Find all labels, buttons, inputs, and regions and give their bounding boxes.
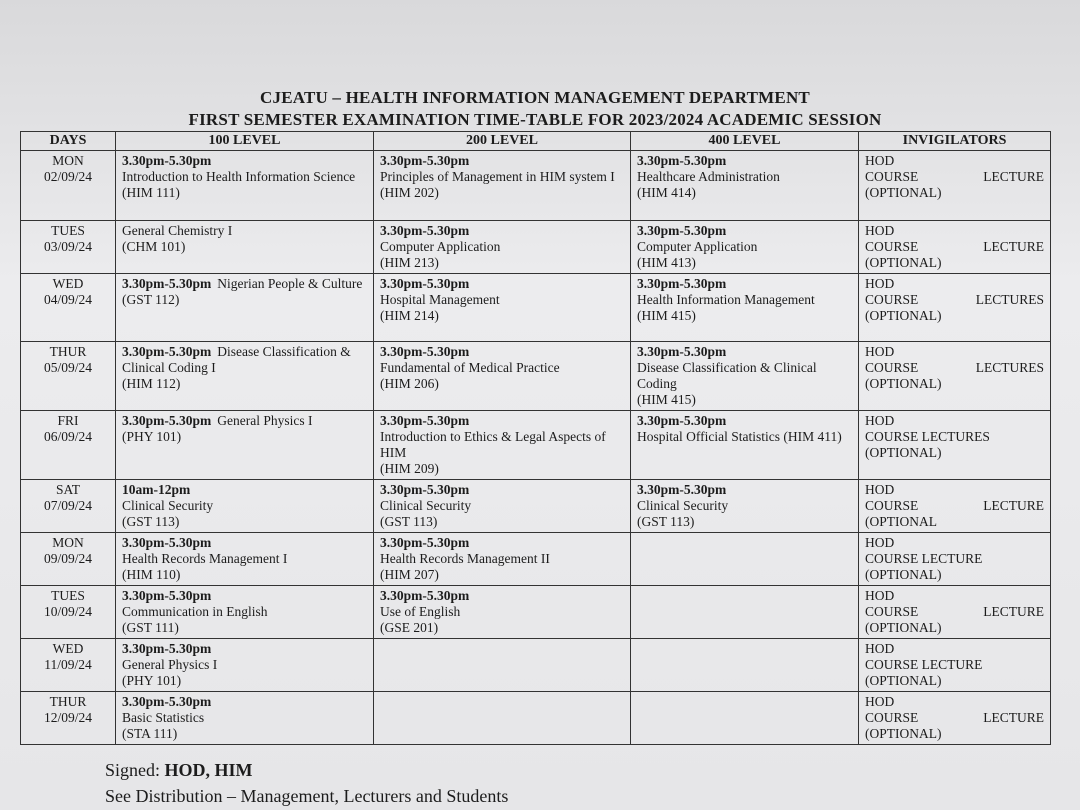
invigilator-lecture: LECTURE xyxy=(983,239,1044,254)
header-invigilators: INVIGILATORS xyxy=(859,132,1051,151)
cell-100-level xyxy=(116,221,374,274)
day-date: 09/09/24 xyxy=(43,551,92,566)
exam-time: 3.30pm-5.30pm xyxy=(380,344,470,359)
course-code: (GST 113) xyxy=(637,514,695,529)
day-date: 10/09/24 xyxy=(43,604,92,619)
invigilator-course-line xyxy=(865,551,1044,567)
invigilator-hod: HOD xyxy=(865,641,895,656)
invigilator-lecture: LECTURE xyxy=(983,710,1044,725)
header-400-level: 400 LEVEL xyxy=(631,132,859,151)
course-title: Health Records Management I xyxy=(122,551,288,566)
day-cell xyxy=(21,533,116,586)
invigilator-optional: (OPTIONAL) xyxy=(865,376,942,391)
course-title: Nigerian People & Culture xyxy=(217,276,363,291)
exam-time: 3.30pm-5.30pm xyxy=(637,276,727,291)
course-title: Hospital Official Statistics (HIM 411) xyxy=(637,429,842,444)
exam-time: 3.30pm-5.30pm xyxy=(380,413,470,428)
day-cell xyxy=(21,586,116,639)
invigilator-course: COURSE xyxy=(865,239,919,254)
cell-invigilators xyxy=(859,411,1051,480)
exam-time: 3.30pm-5.30pm xyxy=(122,535,212,550)
invigilator-course: COURSE xyxy=(865,710,919,725)
cell-200-level xyxy=(374,692,631,745)
day-date: 04/09/24 xyxy=(43,292,92,307)
course-title: Principles of Management in HIM system I (HIM 202) xyxy=(380,169,615,200)
exam-time: 3.30pm-5.30pm xyxy=(380,223,470,238)
day-name: WED xyxy=(52,641,84,656)
cell-200-level xyxy=(374,480,631,533)
invigilator-optional: (OPTIONAL) xyxy=(865,185,942,200)
invigilator-optional: (OPTIONAL) xyxy=(865,445,942,460)
invigilator-optional: (OPTIONAL xyxy=(865,514,937,529)
day-cell xyxy=(21,411,116,480)
exam-time: 10am-12pm xyxy=(122,482,191,497)
course-title: Introduction to Ethics & Legal Aspects of HIM xyxy=(380,429,606,460)
course-code: (CHM 101) xyxy=(122,239,186,254)
header-200-level: 200 LEVEL xyxy=(374,132,631,151)
cell-invigilators xyxy=(859,533,1051,586)
exam-time: 3.30pm-5.30pm xyxy=(122,694,212,709)
course-code: (HIM 414) xyxy=(637,185,696,200)
cell-invigilators xyxy=(859,480,1051,533)
course-title: Healthcare Administration xyxy=(637,169,780,184)
exam-time: 3.30pm-5.30pm xyxy=(122,641,212,656)
invigilator-course-line xyxy=(865,657,1044,673)
course-code: (GSE 201) xyxy=(380,620,439,635)
course-code: (STA 111) xyxy=(122,726,178,741)
day-cell xyxy=(21,480,116,533)
distribution-line: See Distribution – Management, Lecturers and Students xyxy=(105,786,509,806)
table-row xyxy=(21,533,1051,586)
invigilator-lecture: LECTURE xyxy=(983,604,1044,619)
cell-400-level xyxy=(631,586,859,639)
exam-time: 3.30pm-5.30pm xyxy=(637,153,727,168)
table-row xyxy=(21,342,1051,411)
timetable xyxy=(20,131,1051,745)
document-title: CJEATU – HEALTH INFORMATION MANAGEMENT DEPARTMENT xyxy=(260,88,810,107)
day-cell xyxy=(21,639,116,692)
day-cell xyxy=(21,342,116,411)
course-code: (HIM 206) xyxy=(380,376,439,391)
exam-time: 3.30pm-5.30pm xyxy=(637,223,727,238)
cell-200-level xyxy=(374,639,631,692)
invigilator-lecture: LECTURE xyxy=(983,169,1044,184)
course-title: Hospital Management xyxy=(380,292,500,307)
invigilator-course: COURSE xyxy=(865,498,919,513)
table-row xyxy=(21,480,1051,533)
course-title: General Physics I xyxy=(217,413,313,428)
day-name: TUES xyxy=(51,223,85,238)
course-code: (PHY 101) xyxy=(122,429,182,444)
header-100-level: 100 LEVEL xyxy=(116,132,374,151)
day-name: MON xyxy=(52,153,84,168)
cell-400-level xyxy=(631,533,859,586)
invigilator-course: COURSE xyxy=(865,292,919,307)
cell-100-level xyxy=(116,480,374,533)
course-code: (HIM 214) xyxy=(380,308,439,323)
course-title: General Chemistry I xyxy=(122,223,233,238)
course-title: Fundamental of Medical Practice xyxy=(380,360,560,375)
cell-400-level xyxy=(631,342,859,411)
cell-100-level xyxy=(116,411,374,480)
invigilator-course-line xyxy=(865,239,1044,255)
cell-400-level xyxy=(631,151,859,221)
course-title: Computer Application xyxy=(380,239,501,254)
invigilator-hod: HOD xyxy=(865,535,895,550)
course-code: (HIM 111) xyxy=(122,185,180,200)
exam-time: 3.30pm-5.30pm xyxy=(380,588,470,603)
invigilator-course: COURSE LECTURE xyxy=(865,657,983,672)
course-title: Clinical Security xyxy=(122,498,214,513)
day-name: FRI xyxy=(57,413,79,428)
table-row xyxy=(21,274,1051,342)
course-title: Introduction to Health Information Science xyxy=(122,169,356,184)
exam-time: 3.30pm-5.30pm xyxy=(380,153,470,168)
exam-time: 3.30pm-5.30pm xyxy=(380,276,470,291)
invigilator-hod: HOD xyxy=(865,482,895,497)
invigilator-course-line xyxy=(865,604,1044,620)
invigilator-hod: HOD xyxy=(865,276,895,291)
course-title: Use of English xyxy=(380,604,461,619)
day-name: THUR xyxy=(49,694,87,709)
course-title: Basic Statistics xyxy=(122,710,205,725)
invigilator-optional: (OPTIONAL) xyxy=(865,726,942,741)
signature-line xyxy=(105,760,253,781)
cell-invigilators xyxy=(859,692,1051,745)
cell-100-level xyxy=(116,692,374,745)
cell-400-level xyxy=(631,221,859,274)
cell-100-level xyxy=(116,639,374,692)
day-date: 06/09/24 xyxy=(43,429,92,444)
invigilator-hod: HOD xyxy=(865,694,895,709)
day-name: WED xyxy=(52,276,84,291)
invigilator-optional: (OPTIONAL) xyxy=(865,673,942,688)
day-date: 11/09/24 xyxy=(44,657,92,672)
day-name: MON xyxy=(52,535,84,550)
timetable-body xyxy=(21,151,1051,745)
exam-time: 3.30pm-5.30pm xyxy=(637,413,727,428)
day-cell xyxy=(21,151,116,221)
course-title: Health Records Management II xyxy=(380,551,550,566)
exam-time: 3.30pm-5.30pm xyxy=(380,482,470,497)
day-name: SAT xyxy=(55,482,80,497)
invigilator-course: COURSE xyxy=(865,604,919,619)
course-title: General Physics I xyxy=(122,657,218,672)
table-row xyxy=(21,692,1051,745)
course-code: (GST 113) xyxy=(380,514,438,529)
invigilator-course: COURSE xyxy=(865,360,919,375)
course-code: (GST 112) xyxy=(122,292,180,307)
invigilator-course-line xyxy=(865,169,1044,185)
course-code: (HIM 112) xyxy=(122,376,181,391)
course-code: (GST 113) xyxy=(122,514,180,529)
signed-label: Signed: xyxy=(105,760,161,780)
invigilator-optional: (OPTIONAL) xyxy=(865,567,942,582)
course-code: (HIM 213) xyxy=(380,255,439,270)
invigilator-lecture: LECTURES xyxy=(975,292,1044,307)
invigilator-course-line xyxy=(865,429,1044,445)
cell-200-level xyxy=(374,586,631,639)
course-code: (HIM 209) xyxy=(380,461,439,476)
day-date: 02/09/24 xyxy=(43,169,92,184)
cell-400-level xyxy=(631,480,859,533)
course-title: Disease Classification & Clinical Coding I xyxy=(122,344,351,375)
exam-time: 3.30pm-5.30pm xyxy=(122,344,212,359)
exam-time: 3.30pm-5.30pm xyxy=(637,344,727,359)
table-row xyxy=(21,221,1051,274)
table-header-row xyxy=(21,132,1051,151)
day-date: 03/09/24 xyxy=(43,239,92,254)
invigilator-lecture: LECTURES xyxy=(975,360,1044,375)
table-row xyxy=(21,151,1051,221)
header-days: DAYS xyxy=(21,132,116,151)
document-subtitle: FIRST SEMESTER EXAMINATION TIME-TABLE FOR 2023/2024 ACADEMIC SESSION xyxy=(188,110,882,129)
cell-200-level xyxy=(374,274,631,342)
cell-100-level xyxy=(116,274,374,342)
exam-time: 3.30pm-5.30pm xyxy=(122,413,212,428)
cell-100-level xyxy=(116,533,374,586)
cell-200-level xyxy=(374,411,631,480)
invigilator-hod: HOD xyxy=(865,413,895,428)
course-title: Disease Classification & Clinical Coding xyxy=(637,360,817,391)
cell-400-level xyxy=(631,692,859,745)
cell-400-level xyxy=(631,639,859,692)
cell-invigilators xyxy=(859,586,1051,639)
cell-invigilators xyxy=(859,151,1051,221)
cell-200-level xyxy=(374,533,631,586)
invigilator-hod: HOD xyxy=(865,153,895,168)
cell-invigilators xyxy=(859,639,1051,692)
course-title: Health Information Management xyxy=(637,292,815,307)
cell-invigilators xyxy=(859,274,1051,342)
course-code: (HIM 415) xyxy=(637,308,696,323)
exam-time: 3.30pm-5.30pm xyxy=(122,588,212,603)
course-code: (HIM 413) xyxy=(637,255,696,270)
invigilator-hod: HOD xyxy=(865,223,895,238)
exam-time: 3.30pm-5.30pm xyxy=(637,482,727,497)
day-name: THUR xyxy=(49,344,87,359)
invigilator-optional: (OPTIONAL) xyxy=(865,308,942,323)
cell-400-level xyxy=(631,274,859,342)
day-date: 12/09/24 xyxy=(43,710,92,725)
course-title: Clinical Security xyxy=(637,498,729,513)
course-code: (HIM 110) xyxy=(122,567,181,582)
course-code: (GST 111) xyxy=(122,620,179,635)
invigilator-course: COURSE xyxy=(865,169,919,184)
table-row xyxy=(21,411,1051,480)
exam-time: 3.30pm-5.30pm xyxy=(122,276,212,291)
invigilator-course: COURSE LECTURES xyxy=(865,429,990,444)
course-code: (PHY 101) xyxy=(122,673,182,688)
course-title: Communication in English xyxy=(122,604,268,619)
day-date: 07/09/24 xyxy=(43,498,92,513)
invigilator-course-line xyxy=(865,498,1044,514)
signed-by: HOD, HIM xyxy=(164,760,253,780)
table-row xyxy=(21,586,1051,639)
invigilator-course: COURSE LECTURE xyxy=(865,551,983,566)
invigilator-optional: (OPTIONAL) xyxy=(865,620,942,635)
invigilator-course-line xyxy=(865,292,1044,308)
course-title: Computer Application xyxy=(637,239,758,254)
course-code: (HIM 207) xyxy=(380,567,439,582)
cell-100-level xyxy=(116,151,374,221)
invigilator-course-line xyxy=(865,710,1044,726)
cell-400-level xyxy=(631,411,859,480)
invigilator-course-line xyxy=(865,360,1044,376)
exam-time: 3.30pm-5.30pm xyxy=(380,535,470,550)
cell-invigilators xyxy=(859,342,1051,411)
day-date: 05/09/24 xyxy=(43,360,92,375)
invigilator-lecture: LECTURE xyxy=(983,498,1044,513)
table-row xyxy=(21,639,1051,692)
cell-200-level xyxy=(374,221,631,274)
course-title: Clinical Security xyxy=(380,498,472,513)
exam-time: 3.30pm-5.30pm xyxy=(122,153,212,168)
cell-200-level xyxy=(374,151,631,221)
invigilator-hod: HOD xyxy=(865,588,895,603)
day-name: TUES xyxy=(51,588,85,603)
invigilator-optional: (OPTIONAL) xyxy=(865,255,942,270)
day-cell xyxy=(21,692,116,745)
day-cell xyxy=(21,274,116,342)
invigilator-hod: HOD xyxy=(865,344,895,359)
course-code: (HIM 415) xyxy=(637,392,696,407)
cell-100-level xyxy=(116,342,374,411)
cell-100-level xyxy=(116,586,374,639)
cell-200-level xyxy=(374,342,631,411)
cell-invigilators xyxy=(859,221,1051,274)
day-cell xyxy=(21,221,116,274)
